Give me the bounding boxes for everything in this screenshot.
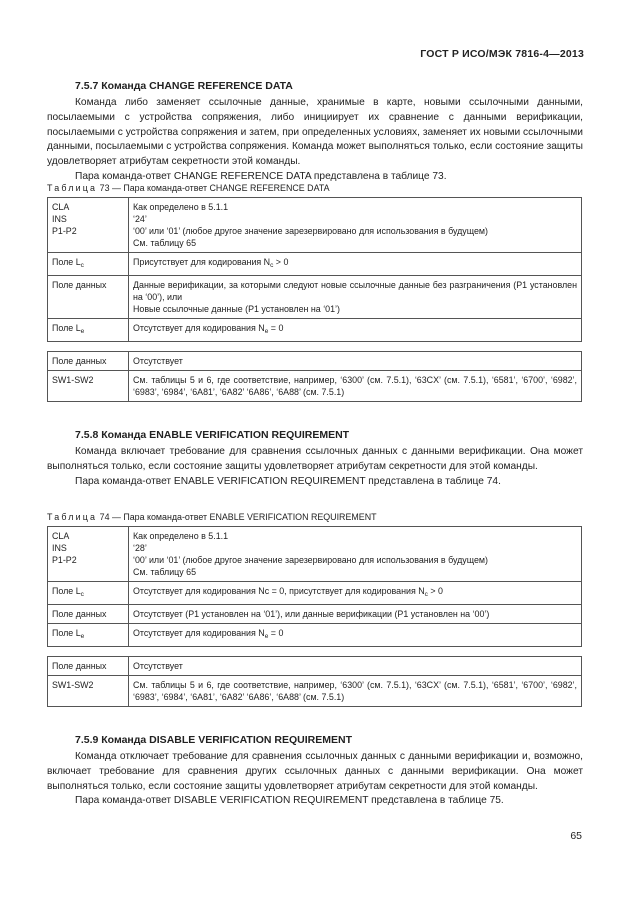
table-row: Поле данных Отсутствует bbox=[48, 657, 582, 676]
section-table-ref: Пара команда-ответ DISABLE VERIFICATION REQUIREMENT представлена в таблице 75. bbox=[75, 795, 504, 807]
table-caption: Таблица 74 — Пара команда-ответ ENABLE VERIFICATION REQUIREMENT bbox=[47, 512, 377, 522]
response-table bbox=[47, 656, 582, 707]
command-table bbox=[47, 526, 582, 647]
table-row: Поле данных Данные верификации, за которыми следуют новые ссылочные данные без разграничения (P1 установлен на ‘00’), или Новые ссылочные данные (P1 установлен на ‘01’) bbox=[48, 276, 582, 319]
table-row: CLA INS P1-P2 Как определено в 5.1.1 ‘24’ ‘00’ или ‘01’ (любое другое значение зарезервировано для использования в будущем) См. таблицу 65 bbox=[48, 198, 582, 253]
section-body: Команда включает требование для сравнения ссылочных данных с данными верификации. Она может выполняться только, если состояние защиты удовлетворяет атрибутам секретности для этой команды. bbox=[47, 446, 583, 472]
page-number: 65 bbox=[570, 830, 582, 842]
table-74-block bbox=[47, 511, 583, 707]
section-table-ref: Пара команда-ответ ENABLE VERIFICATION REQUIREMENT представлена в таблице 74. bbox=[75, 475, 501, 487]
section-heading: 7.5.8 Команда ENABLE VERIFICATION REQUIREMENT bbox=[75, 429, 350, 441]
table-caption: Таблица 73 — Пара команда-ответ CHANGE REFERENCE DATA bbox=[47, 183, 330, 193]
response-table bbox=[47, 351, 582, 402]
command-table bbox=[47, 197, 582, 342]
section-heading: 7.5.7 Команда CHANGE REFERENCE DATA bbox=[75, 80, 293, 92]
table-row: SW1-SW2 См. таблицы 5 и 6, где соответствие, например, ‘6300’ (см. 7.5.1), ‘63CX’ (см. 7.5.1), ‘6581’, ‘6700’, ‘6982’, ‘6983’, ‘6984’, ‘6A81’, ‘6A82’ ‘6A86’, ‘6A88’ (см. 7.5.1) bbox=[48, 676, 582, 707]
section-7-5-9 bbox=[47, 733, 583, 809]
table-row: Поле данных Отсутствует (P1 установлен на ‘01’), или данные верификации (P1 установлен на ‘00’) bbox=[48, 605, 582, 624]
section-body: Команда либо заменяет ссылочные данные, хранимые в карте, новыми ссылочными данными, посылаемыми с устройства сопряжения, либо инициирует их сравнение с данными верификации, посылаемыми с устройства сопряжения и затем, при определенных условиях, заменяет их новыми ссылочными данными, посылаемыми с устройства сопряжения. Команда может выполняться только, если состояние защиты удовлетворяет атрибутам секретности этой команды. bbox=[47, 97, 583, 168]
section-body: Команда отключает требование для сравнения ссылочных данных с данными верификации и, возможно, включает требование для сравнения других ссылочных данных с данными верификации. Она может выполняться только, если состояние защиты удовлетворяет атрибутам секретности для этой команды. bbox=[47, 751, 583, 792]
standard-header: ГОСТ Р ИСО/МЭК 7816-4—2013 bbox=[420, 48, 584, 60]
table-row: Поле $L_e$ Отсутствует для кодирования $N_e = 0$ bbox=[48, 624, 582, 647]
section-heading: 7.5.9 Команда DISABLE VERIFICATION REQUIREMENT bbox=[75, 734, 352, 746]
table-row: Поле $L_c$ Отсутствует для кодирования Nc = 0, присутствует для кодирования $N_c > 0$ bbox=[48, 582, 582, 605]
table-row: CLA INS P1-P2 Как определено в 5.1.1 ‘28’ ‘00’ или ‘01’ (любое другое значение зарезервировано для использования в будущем) См. таблицу 65 bbox=[48, 527, 582, 582]
table-row: Поле $L_e$ Отсутствует для кодирования $N_e = 0$ bbox=[48, 319, 582, 342]
table-73-block bbox=[47, 182, 583, 402]
table-row: Поле $L_c$ Присутствует для кодирования $N_c > 0$ bbox=[48, 253, 582, 276]
section-7-5-8 bbox=[47, 428, 583, 489]
table-row: Поле данных Отсутствует bbox=[48, 352, 582, 371]
section-7-5-7 bbox=[47, 79, 583, 185]
section-table-ref: Пара команда-ответ CHANGE REFERENCE DATA представлена в таблице 73. bbox=[75, 170, 447, 182]
table-row: SW1-SW2 См. таблицы 5 и 6, где соответствие, например, ‘6300’ (см. 7.5.1), ‘63CX’ (см. 7.5.1), ‘6581’, ‘6700’, ‘6982’, ‘6983’, ‘6984’, ‘6A81’, ‘6A82’ ‘6A86’, ‘6A88’ (см. 7.5.1) bbox=[48, 371, 582, 402]
